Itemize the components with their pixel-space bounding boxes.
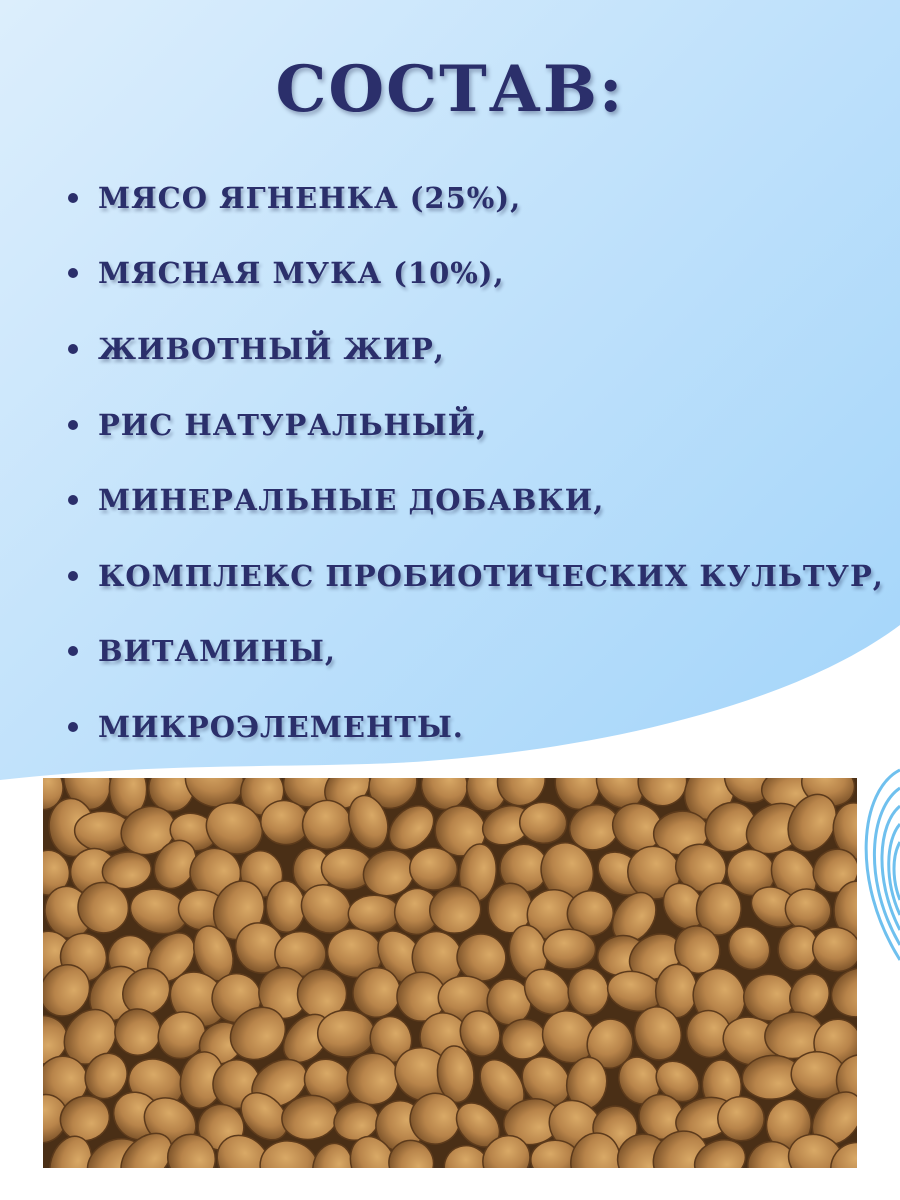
- ingredient-item: [68, 236, 888, 312]
- bullet-icon: [68, 344, 78, 354]
- bullet-icon: [68, 420, 78, 430]
- bullet-icon: [68, 722, 78, 732]
- kibble-piece: [348, 895, 400, 932]
- ingredient-item: [68, 614, 888, 690]
- bullet-icon: [68, 268, 78, 278]
- ingredient-item: [68, 311, 888, 387]
- ingredient-label: ЖИВОТНЫЙ ЖИР,: [98, 331, 445, 366]
- ingredient-label: МИКРОЭЛЕМЕНТЫ.: [98, 709, 464, 744]
- bullet-icon: [68, 571, 78, 581]
- bullet-icon: [68, 646, 78, 656]
- ingredient-label: РИС НАТУРАЛЬНЫЙ,: [98, 407, 488, 442]
- ingredient-item: [68, 160, 888, 236]
- bullet-icon: [68, 193, 78, 203]
- kibble-piece: [567, 968, 609, 1016]
- kibble-piece: [543, 929, 596, 970]
- ingredient-item: [68, 387, 888, 463]
- kibble-piece: [717, 1096, 765, 1142]
- ingredient-item: [68, 689, 888, 765]
- ingredient-item: [68, 538, 888, 614]
- ingredient-label: МИНЕРАЛЬНЫЕ ДОБАВКИ,: [98, 483, 605, 518]
- page-title: СОСТАВ:: [275, 52, 625, 127]
- bullet-icon: [68, 495, 78, 505]
- ingredient-label: МЯСНАЯ МУКА (10%),: [98, 256, 505, 291]
- ingredients-list: [68, 160, 888, 765]
- ingredient-label: ВИТАМИНЫ,: [98, 634, 336, 669]
- ingredient-label: МЯСО ЯГНЕНКА (25%),: [98, 180, 522, 215]
- dry-food-photo: [43, 778, 857, 1168]
- ingredient-item: [68, 462, 888, 538]
- ingredient-label: КОМПЛЕКС ПРОБИОТИЧЕСКИХ КУЛЬТУР,: [98, 558, 884, 593]
- kibble-piece: [317, 1010, 375, 1058]
